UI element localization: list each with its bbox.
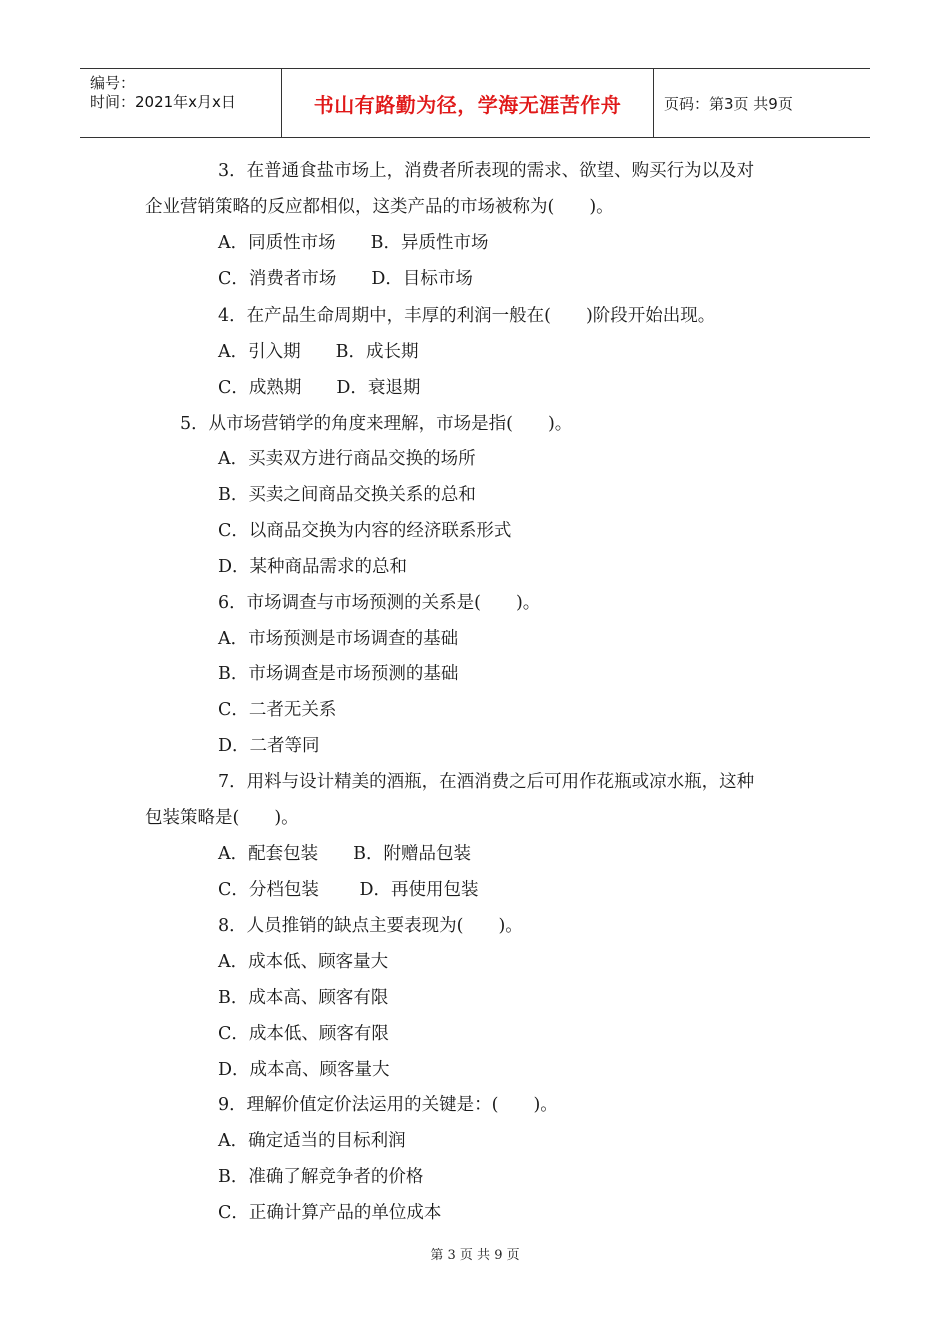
header-page-cell	[654, 69, 870, 137]
question-3-options-ab: A．同质性市场 B．异质性市场	[218, 233, 489, 253]
question-4-options-cd: C．成熟期 D．衰退期	[218, 378, 421, 398]
question-7-text: 7．用料与设计精美的酒瓶，在酒消费之后可用作花瓶或凉水瓶，这种	[218, 772, 755, 792]
question-9-option-c: C．正确计算产品的单位成本	[218, 1203, 442, 1223]
question-6-text: 6．市场调查与市场预测的关系是( )。	[218, 593, 541, 613]
page-header	[80, 68, 870, 138]
question-9-option-b: B．准确了解竞争者的价格	[218, 1167, 424, 1187]
page-footer: 第 3 页 共 9 页	[430, 1248, 520, 1263]
question-9-option-a: A．确定适当的目标利润	[218, 1131, 406, 1151]
question-8-option-c: C．成本低、顾客有限	[218, 1024, 389, 1044]
question-3-text: 3．在普通食盐市场上，消费者所表现的需求、欲望、购买行为以及对	[218, 161, 755, 181]
question-5-option-c: C．以商品交换为内容的经济联系形式	[218, 521, 512, 541]
question-3-text-cont: 企业营销策略的反应都相似，这类产品的市场被称为( )。	[145, 197, 614, 217]
question-7-text-cont: 包装策略是( )。	[145, 808, 299, 828]
header-page-info: 页码：第3页 共9页	[664, 94, 793, 113]
question-7-options-cd: C．分档包装 D．再使用包装	[218, 880, 479, 900]
question-5-option-b: B．买卖之间商品交换关系的总和	[218, 485, 476, 505]
question-4-options-ab: A．引入期 B．成长期	[218, 342, 419, 362]
header-motto-cell	[282, 69, 654, 137]
header-motto: 书山有路勤为径，学海无涯苦作舟	[313, 92, 622, 117]
header-info-cell	[80, 69, 282, 137]
question-3-options-cd: C．消费者市场 D．目标市场	[218, 269, 473, 289]
question-8-option-b: B．成本高、顾客有限	[218, 988, 389, 1008]
question-4-text: 4．在产品生命周期中，丰厚的利润一般在( )阶段开始出现。	[218, 306, 716, 326]
question-6-option-c: C．二者无关系	[218, 700, 337, 720]
question-5-text: 5．从市场营销学的角度来理解，市场是指( )。	[180, 414, 573, 434]
question-8-option-a: A．成本低、顾客量大	[218, 952, 389, 972]
document-number-label: 编号：	[90, 74, 136, 92]
question-9-text: 9．理解价值定价法运用的关键是：( )。	[218, 1095, 558, 1115]
question-5-option-d: D．某种商品需求的总和	[218, 557, 408, 577]
question-6-option-a: A．市场预测是市场调查的基础	[218, 629, 459, 649]
question-7-options-ab: A．配套包装 B．附赠品包装	[218, 844, 471, 864]
question-6-option-d: D．二者等同	[218, 736, 320, 756]
question-5-option-a: A．买卖双方进行商品交换的场所	[218, 449, 476, 469]
question-6-option-b: B．市场调查是市场预测的基础	[218, 664, 459, 684]
document-time-label: 时间：2021年x月x日	[90, 93, 236, 111]
question-8-text: 8．人员推销的缺点主要表现为( )。	[218, 916, 523, 936]
question-8-option-d: D．成本高、顾客量大	[218, 1060, 390, 1080]
